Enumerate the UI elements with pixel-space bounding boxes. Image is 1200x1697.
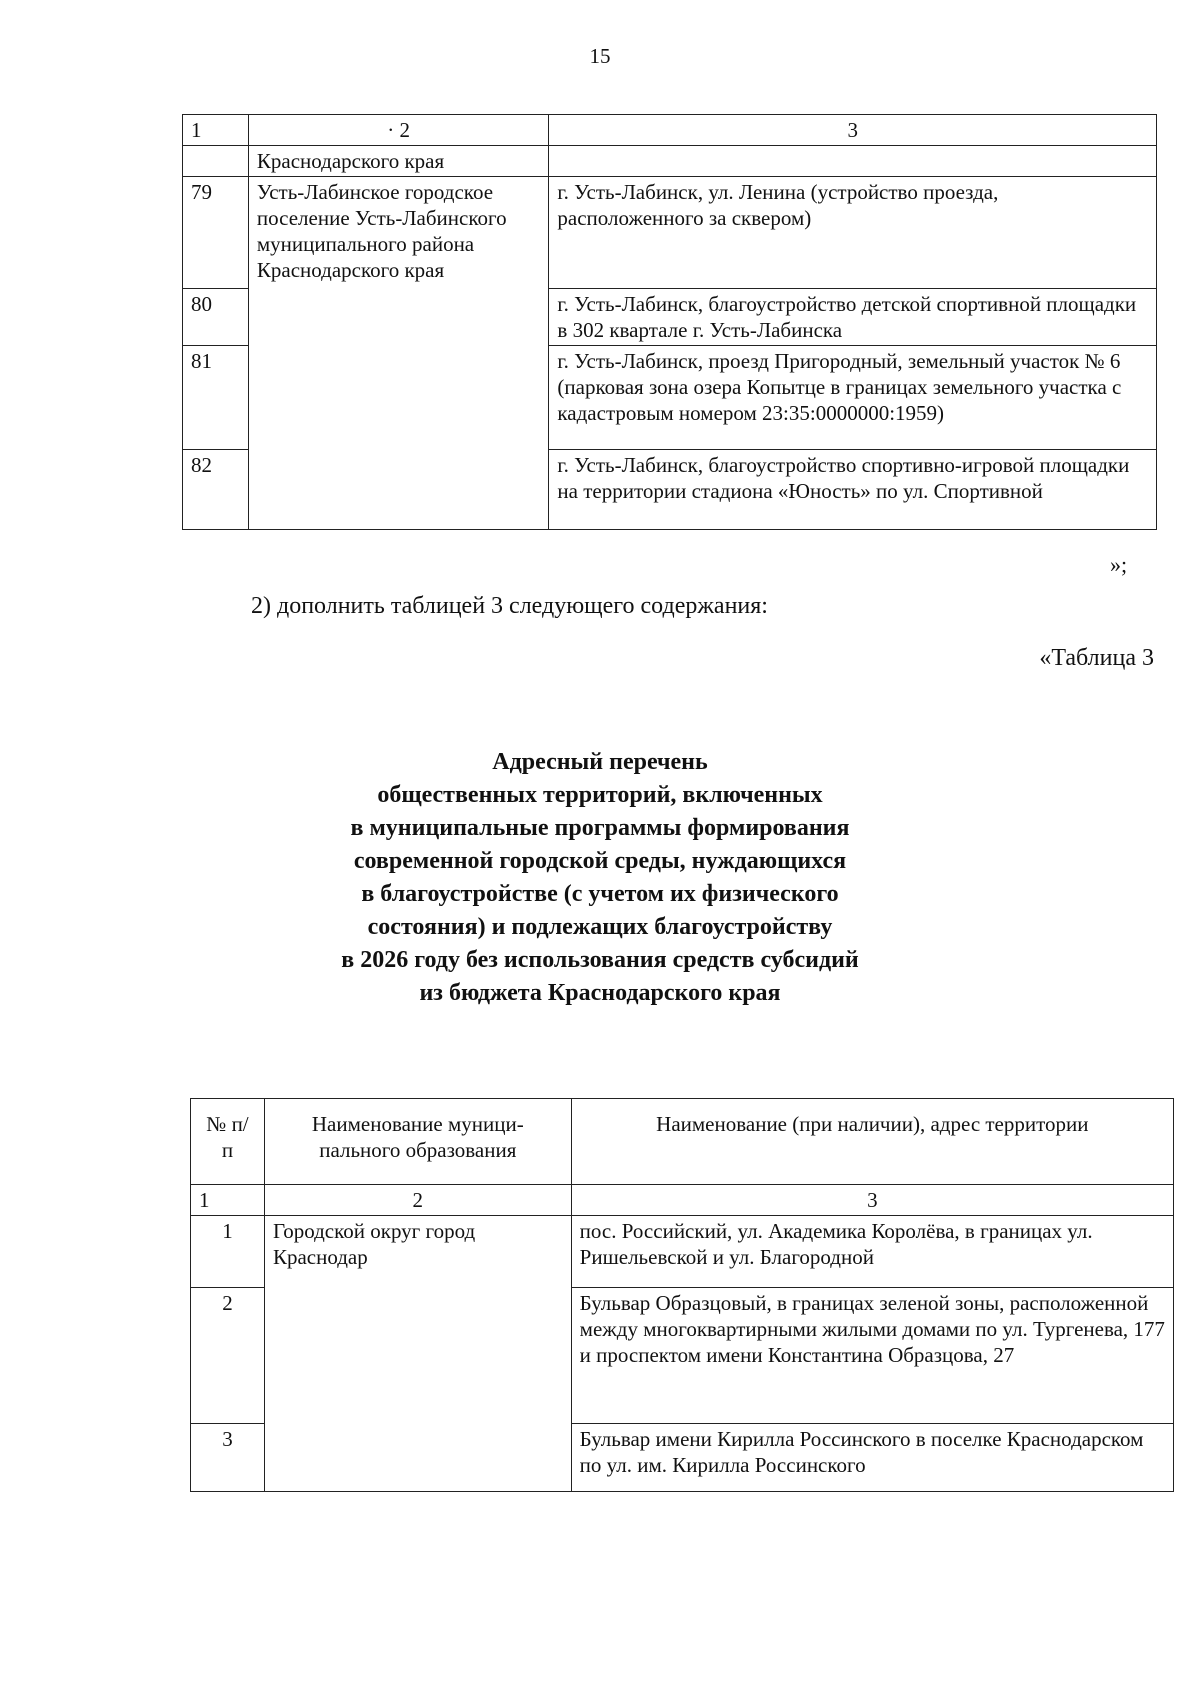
table-top-header [183,115,1157,146]
header-address: Наименование (при наличии), адрес территории [571,1099,1173,1185]
title-line: в 2026 году без использования средств субсидий [341,947,859,973]
address-cell: Бульвар имени Кирилла Россинского в поселке Краснодарском по ул. им. Кирилла Россинского [571,1424,1173,1492]
row-number: 80 [183,289,249,346]
municipality-cell: Городской округ город Краснодар [264,1216,571,1492]
table-bottom-header [191,1099,1174,1185]
title-line: в муниципальные программы формирования [350,815,850,841]
table-label: «Таблица 3 [1039,645,1154,671]
address-cell: Бульвар Образцовый, в границах зеленой зоны, расположенной между многоквартирными жилыми домами по ул. Тургенева, 177 и проспектом имени Константина Образцова, 27 [571,1288,1173,1424]
row-number: 82 [183,450,249,530]
col-number: 1 [191,1185,265,1216]
col-number: 2 [264,1185,571,1216]
address-cell: г. Усть-Лабинск, благоустройство спортивно-игровой площадки на территории стадиона «Юность» по ул. Спортивной [549,450,1157,530]
table-bottom [190,1098,1174,1492]
col-3-header: 3 [549,115,1157,146]
municipality-cell: Усть-Лабинское городское поселение Усть-Лабинского муниципального района Краснодарского края [248,177,549,530]
table-row [191,1216,1174,1288]
address-cell: г. Усть-Лабинск, благоустройство детской спортивной площадки в 302 квартале г. Усть-Лабинска [549,289,1157,346]
address-cell: г. Усть-Лабинск, ул. Ленина (устройство проезда, расположенного за сквером) [549,177,1157,289]
row-number: 81 [183,346,249,450]
address-cell: пос. Российский, ул. Академика Королёва, в границах ул. Ришельевской и ул. Благородной [571,1216,1173,1288]
column-numbers-row [191,1185,1174,1216]
table-row [183,146,1157,177]
row-number: 79 [183,177,249,289]
row-number: 1 [191,1216,265,1288]
col-2-header: · 2 [248,115,549,146]
table-top [182,114,1157,530]
title-line: общественных территорий, включенных [377,782,823,808]
address-cell: г. Усть-Лабинск, проезд Пригородный, земельный участок № 6 (парковая зона озера Копытце в границах земельного участка с кадастровым номером 23:35:0000000:1959) [549,346,1157,450]
amendment-paragraph: 2) дополнить таблицей 3 следующего содержания: [251,593,768,619]
row-number: 2 [191,1288,265,1424]
title-line: из бюджета Краснодарского края [419,980,781,1006]
title-line: современной городской среды, нуждающихся [353,848,847,874]
continued-label: Краснодарского края [248,146,549,177]
header-municipality: Наименование муници-пального образования [264,1099,571,1185]
title-line: Адресный перечень [492,749,708,775]
col-number: 3 [571,1185,1173,1216]
title-line: в благоустройстве (с учетом их физического [361,881,839,907]
header-number: № п/п [191,1099,265,1185]
row-number: 3 [191,1424,265,1492]
page-number: 15 [589,44,611,68]
col-1-header: 1 [183,115,249,146]
document-title [280,746,920,1010]
table-row [183,177,1157,289]
closing-quote: »; [1110,552,1128,577]
title-line: состояния) и подлежащих благоустройству [367,914,833,940]
